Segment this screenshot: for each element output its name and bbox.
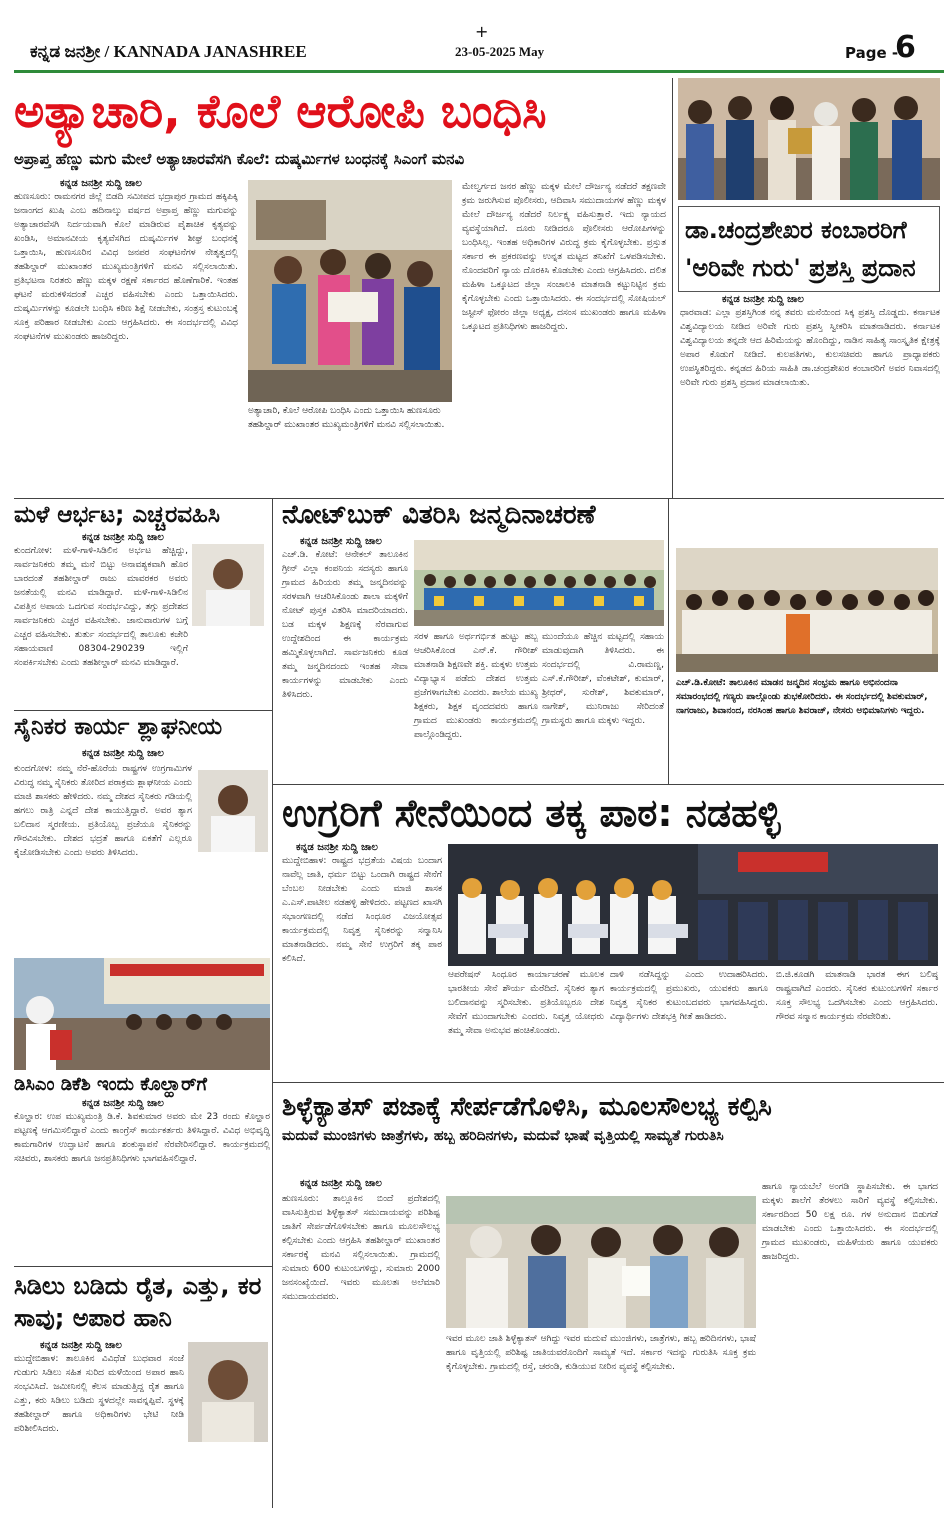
lightning-photo	[188, 1342, 268, 1442]
section-divider	[272, 784, 944, 785]
shilpa-body-col1: ಹುಣಸೂರು: ತಾಲ್ಲೂಕಿನ ಬಿಂದೆ ಪ್ರದೇಶದಲ್ಲಿ ವಾಸಿಸುತ್ತಿರುವ ಶಿಳ್ಳೆಕ್ಯಾತಸ್ ಸಮುದಾಯವನ್ನು ಪರಿಶಿಷ್ಟ ಜಾತಿಗೆ ಸೇರ್ಪಡೆಗೊಳಿಸಬೇಕು ಹಾಗೂ ಮೂಲಸೌಲಭ್ಯ ಕಲ್ಪಿಸಬೇಕು ಎಂದು ಆಗ್ರಹಿಸಿ ತಹಶೀಲ್ದಾರ್ ಮುಖಾಂತರ ಸರ್ಕಾರಕ್ಕೆ ಮನವಿ ಸಲ್ಲಿಸಲಾಯಿತು. ಗ್ರಾಮದಲ್ಲಿ ಸುಮಾರು 600 ಕುಟುಂಬಗಳಿದ್ದು, ಸುಮಾರು 2000 ಜನಸಂಖ್ಯೆಯಿದೆ. ಇವರು ಮೂಲತಃ ಅಲೆಮಾರಿ ಸಮುದಾಯದವರು.	[282, 1194, 440, 1302]
main-photo	[248, 180, 452, 402]
section-divider	[14, 1266, 272, 1267]
army-headline: ಉಗ್ರರಿಗೆ ಸೇನೆಯಿಂದ ತಕ್ಕ ಪಾಠ: ನಡಹಳ್ಳಿ	[282, 791, 781, 835]
notebook-body-col1: ಎಚ್.ಡಿ. ಕೋಟೆ: ಆನೇಕಲ್ ತಾಲೂಕಿನ ಗ್ರೀನ್ ವಿಲ್ಲಾ ಕಂಪನಿಯ ಸದಸ್ಯರು ಹಾಗೂ ಗ್ರಾಮದ ಹಿರಿಯರು ತಮ್ಮ ಜನ್ಮದಿನವನ್ನು ಸರಳವಾಗಿ ಆಚರಿಸಿಕೊಂಡು ಶಾಲಾ ಮಕ್ಕಳಿಗೆ ನೋಟ್ ಪುಸ್ತಕ ವಿತರಿಸಿ ಮಾದರಿಯಾದರು. ಬಡ ಮಕ್ಕಳ ಶಿಕ್ಷಣಕ್ಕೆ ನೆರವಾಗುವ ಉದ್ದೇಶದಿಂದ ಈ ಕಾರ್ಯಕ್ರಮ ಹಮ್ಮಿಕೊಳ್ಳಲಾಗಿದೆ. ಸಾರ್ವಜನಿಕರು ಕೂಡ ತಮ್ಮ ಜನ್ಮದಿನದಂದು ಇಂತಹ ಸೇವಾ ಕಾರ್ಯಗಳನ್ನು ಮಾಡಬೇಕು ಎಂದು ತಿಳಿಸಿದರು.	[282, 550, 408, 700]
soldier-headline: ಸೈನಿಕರ ಕಾರ್ಯ ಶ್ಲಾಘನೀಯ	[14, 714, 223, 740]
award-photo	[678, 78, 940, 200]
page-label: Page -	[845, 44, 899, 62]
celebration-photo	[676, 548, 938, 672]
soldier-byline: ಕನ್ನಡ ಜನಶ್ರೀ ಸುದ್ದಿ ಜಾಲ	[82, 748, 164, 759]
masthead-rule	[14, 70, 944, 73]
main-body-col1: ಹುಣಸೂರು: ರಾಮನಗರ ಜಿಲ್ಲೆ ಬಿಡದಿ ಸಮೀಪದ ಭದ್ರಾಪುರ ಗ್ರಾಮದ ಹಕ್ಕಿಪಿಕ್ಕಿ ಜನಾಂಗದ ಖುಷಿ ಎಂಬ ಹದಿನಾಲ್ಕು ವರ್ಷದ ಅಪ್ರಾಪ್ತ ಹೆಣ್ಣು ಮಗುವನ್ನು ಅತ್ಯಾಚಾರವೆಸಗಿ ನಿರ್ದಯವಾಗಿ ಕೊಲೆ ಮಾಡಿರುವ ಪೈಶಾಚಿಕ ಕೃತ್ಯವನ್ನು ಖಂಡಿಸಿ, ಅಮಾನವೀಯ ಕೃತ್ಯವೆಸಗಿದ ದುಷ್ಕರ್ಮಿಗಳ ಶೀಘ್ರ ಬಂಧನಕ್ಕೆ ಒತ್ತಾಯಿಸಿ, ಹುಣಸೂರಿನ ವಿವಿಧ ಜನಪರ ಸಂಘಟನೆಗಳ ನೇತೃತ್ವದಲ್ಲಿ ತಹಶಿಲ್ದಾರ್ ಮುಖಾಂತರ ಮುಖ್ಯಮಂತ್ರಿಗಳಿಗೆ ಮನವಿ ಸಲ್ಲಿಸಲಾಯಿತು. ಪ್ರತಿಭಟನಾ ನಿರತರು ಹೆಣ್ಣು ಮಕ್ಕಳ ರಕ್ಷಣೆ ಸರ್ಕಾರದ ಹೊಣೆಗಾರಿಕೆ. ಇಂತಹ ಘಟನೆ ಮರುಕಳಿಸದಂತೆ ಎಚ್ಚರ ವಹಿಸಬೇಕು ಎಂದು ಒತ್ತಾಯಿಸಿದರು. ದುಷ್ಕರ್ಮಿಗಳನ್ನು ಕೂಡಲೇ ಬಂಧಿಸಿ ಕಠಿಣ ಶಿಕ್ಷೆ ನೀಡಬೇಕು, ಸಂತ್ರಸ್ತ ಕುಟುಂಬಕ್ಕೆ ಸೂಕ್ತ ಪರಿಹಾರ ನೀಡಬೇಕು ಎಂದು ಆಗ್ರಹಿಸಿದರು. ಈ ಸಂದರ್ಭದಲ್ಲಿ ವಿವಿಧ ಸಂಘಟನೆಗಳ ಮುಖಂಡರು ಹಾಜರಿದ್ದರು.	[14, 192, 238, 342]
crosshair-icon: +	[475, 22, 489, 41]
award-byline: ಕನ್ನಡ ಜನಶ್ರೀ ಸುದ್ದಿ ಜಾಲ	[722, 294, 804, 305]
army-body-col4: ಬಿ.ಜಿ.ಕೂಡಗಿ ಮಾತನಾಡಿ ಭಾರತ ಈಗ ಬಲಿಷ್ಠ ರಾಷ್ಟ್ರವಾಗಿದೆ ಎಂದರು. ಸೈನಿಕರ ಕುಟುಂಬಗಳಿಗೆ ಸರ್ಕಾರ ಸೂಕ್ತ ಸೌಲಭ್ಯ ಒದಗಿಸಬೇಕು ಎಂದು ಆಗ್ರಹಿಸಿದರು. ಗೌರವ ಸನ್ಮಾನ ಕಾರ್ಯಕ್ರಮ ನೆರವೇರಿತು.	[776, 970, 938, 1022]
dkshi-headline: ಡಿಸಿಎಂ ಡಿಕೆಶಿ ಇಂದು ಕೊಲ್ಹಾರ್‌ಗೆ	[14, 1074, 207, 1095]
award-body: ಧಾರವಾಡ: ಎಲ್ಲಾ ಪ್ರಶಸ್ತಿಗಿಂತ ನನ್ನ ತವರು ಮನೆಯಿಂದ ಸಿಕ್ಕ ಪ್ರಶಸ್ತಿ ದೊಡ್ಡದು. ಕರ್ನಾಟಕ ವಿಶ್ವವಿದ್ಯಾಲಯ ನೀಡಿದ ಅರಿವೇ ಗುರು ಪ್ರಶಸ್ತಿ ಸ್ವೀಕರಿಸಿ ಮಾತನಾಡಿದರು. ಕರ್ನಾಟಕ ವಿಶ್ವವಿದ್ಯಾಲಯ ತನ್ನದೇ ಆದ ಹಿರಿಮೆಯನ್ನು ಹೊಂದಿದ್ದು, ನಾಡಿನ ಸಾಹಿತ್ಯ ಸಾಂಸ್ಕೃತಿಕ ಕ್ಷೇತ್ರಕ್ಕೆ ಅಪಾರ ಕೊಡುಗೆ ನೀಡಿದೆ. ಕುಲಪತಿಗಳು, ಕುಲಸಚಿವರು ಹಾಗೂ ಪ್ರಾಧ್ಯಾಪಕರು ಉಪಸ್ಥಿತರಿದ್ದರು. ಕನ್ನಡದ ಹಿರಿಯ ಸಾಹಿತಿ ಡಾ.ಚಂದ್ರಶೇಖರ ಕಂಬಾರರಿಗೆ ಅವರ ನಿವಾಸದಲ್ಲಿ ಅರಿವೇ ಗುರು ಪ್ರಶಸ್ತಿ ಪ್ರದಾನ ಮಾಡಲಾಯಿತು.	[680, 308, 940, 388]
dkshi-photo	[14, 958, 270, 1070]
soldier-photo	[198, 770, 268, 852]
soldier-body: ಕುಂದಗೋಳ: ನಮ್ಮ ನೆರೆ-ಹೊರೆಯ ರಾಷ್ಟ್ರಗಳ ಉಗ್ರಗಾಮಿಗಳ ವಿರುದ್ಧ ನಮ್ಮ ಸೈನಿಕರು ತೋರಿದ ಪರಾಕ್ರಮ ಶ್ಲಾಘನೀಯ ಎಂದು ಮಾಜಿ ಶಾಸಕರು ಹೇಳಿದರು. ನಮ್ಮ ದೇಶದ ಸೈನಿಕರು ಗಡಿಯಲ್ಲಿ ಹಗಲು ರಾತ್ರಿ ಎನ್ನದೆ ದೇಶ ಕಾಯುತ್ತಿದ್ದಾರೆ. ಅವರ ತ್ಯಾಗ ಬಲಿದಾನ ಸ್ಮರಣೀಯ. ಪ್ರತಿಯೊಬ್ಬ ಪ್ರಜೆಯೂ ಸೈನಿಕರನ್ನು ಗೌರವಿಸಬೇಕು. ದೇಶದ ಭದ್ರತೆ ಹಾಗೂ ಏಕತೆಗೆ ಎಲ್ಲರೂ ಕೈಜೋಡಿಸಬೇಕು ಎಂದು ಅವರು ತಿಳಿಸಿದರು.	[14, 764, 192, 858]
army-photo	[448, 844, 938, 966]
main-headline: ಅತ್ಯಾಚಾರಿ, ಕೊಲೆ ಆರೋಪಿ ಬಂಧಿಸಿ	[14, 84, 547, 138]
masthead	[0, 0, 945, 74]
shilpa-photo	[446, 1196, 756, 1328]
notebook-byline: ಕನ್ನಡ ಜನಶ್ರೀ ಸುದ್ದಿ ಜಾಲ	[300, 536, 382, 547]
notebook-body-col2: ಸರಳ ಹಾಗೂ ಅರ್ಥಗರ್ಭಿತ ಹುಟ್ಟು ಹಬ್ಬ ಆಚರಿಸಿಕೊಂಡ ಎನ್.ಕೆ. ಗೌರೀಶ್ ಮಾತನಾಡಿ ಶಿಕ್ಷಣವೇ ಶಕ್ತಿ. ಮಕ್ಕಳು ಉತ್ತಮ ವಿದ್ಯಾಭ್ಯಾಸ ಪಡೆದು ದೇಶದ ಉತ್ತಮ ಪ್ರಜೆಗಳಾಗಬೇಕು ಎಂದರು. ಶಾಲೆಯ ಮುಖ್ಯ ಶಿಕ್ಷಕರು, ಶಿಕ್ಷಕ ವೃಂದದವರು ಹಾಗೂ ಗ್ರಾಮದ ಮುಖಂಡರು ಕಾರ್ಯಕ್ರಮದಲ್ಲಿ ಪಾಲ್ಗೊಂಡಿದ್ದರು.	[414, 632, 538, 740]
dkshi-body: ಕೊಲ್ಹಾರ: ಉಪ ಮುಖ್ಯಮಂತ್ರಿ ಡಿ.ಕೆ. ಶಿವಕುಮಾರ ಅವರು ಮೇ 23 ರಂದು ಕೊಲ್ಹಾರ ಪಟ್ಟಣಕ್ಕೆ ಆಗಮಿಸಲಿದ್ದಾರೆ ಎಂದು ಕಾಂಗ್ರೆಸ್ ಕಾರ್ಯಕರ್ತರು ತಿಳಿಸಿದ್ದಾರೆ. ವಿವಿಧ ಅಭಿವೃದ್ಧಿ ಕಾಮಗಾರಿಗಳ ಉದ್ಘಾಟನೆ ಹಾಗೂ ಶಂಕುಸ್ಥಾಪನೆ ನೆರವೇರಿಸಲಿದ್ದಾರೆ. ಕಾರ್ಯಕ್ರಮದಲ್ಲಿ ಸಚಿವರು, ಶಾಸಕರು ಹಾಗೂ ಜನಪ್ರತಿನಿಧಿಗಳು ಭಾಗವಹಿಸಲಿದ್ದಾರೆ.	[14, 1112, 270, 1164]
notebook-photo	[414, 540, 664, 626]
lightning-headline: ಸಿಡಿಲು ಬಡಿದು ರೈತ, ಎತ್ತು, ಕರ ಸಾವು; ಅಪಾರ ಹಾನಿ	[14, 1272, 262, 1332]
shilpa-byline: ಕನ್ನಡ ಜನಶ್ರೀ ಸುದ್ದಿ ಜಾಲ	[300, 1178, 382, 1189]
award-headline-box	[678, 206, 940, 292]
shilpa-subhead: ಮದುವೆ ಮುಂಜಿಗಳು ಜಾತ್ರೆಗಳು, ಹಬ್ಬ ಹರಿದಿನಗಳು, ಮದುವೆ ಭಾಷೆ ವೃತ್ತಿಯಲ್ಲಿ ಸಾಮ್ಯತೆ ಗುರುತಿಸಿ	[282, 1128, 724, 1144]
dkshi-byline: ಕನ್ನಡ ಜನಶ್ರೀ ಸುದ್ದಿ ಜಾಲ	[82, 1098, 164, 1109]
main-subhead: ಅಪ್ರಾಪ್ತ ಹೆಣ್ಣು ಮಗು ಮೇಲೆ ಅತ್ಯಾಚಾರವೆಸಗಿ ಕೊಲೆ: ದುಷ್ಕರ್ಮಿಗಳ ಬಂಧನಕ್ಕೆ ಸಿಎಂಗೆ ಮನವಿ	[14, 150, 465, 168]
lightning-body: ಮುದ್ದೇಬಿಹಾಳ: ತಾಲೂಕಿನ ವಿವಿಧೆಡೆ ಬುಧವಾರ ಸಂಜೆ ಗುಡುಗು ಸಿಡಿಲು ಸಹಿತ ಸುರಿದ ಮಳೆಯಿಂದ ಅಪಾರ ಹಾನಿ ಸಂಭವಿಸಿದೆ. ಜಮೀನಿನಲ್ಲಿ ಕೆಲಸ ಮಾಡುತ್ತಿದ್ದ ರೈತ ಹಾಗೂ ಎತ್ತು, ಕರು ಸಿಡಿಲು ಬಡಿದು ಸ್ಥಳದಲ್ಲೇ ಸಾವನ್ನಪ್ಪಿವೆ. ಸ್ಥಳಕ್ಕೆ ತಹಶೀಲ್ದಾರ್ ಹಾಗೂ ಅಧಿಕಾರಿಗಳು ಭೇಟಿ ನೀಡಿ ಪರಿಶೀಲಿಸಿದರು.	[14, 1354, 184, 1434]
rain-headline: ಮಳೆ ಆರ್ಭಟ; ಎಚ್ಚರವಹಿಸಿ	[14, 502, 221, 528]
column-divider	[272, 498, 273, 1508]
column-divider	[668, 498, 669, 784]
newspaper-name: ಕನ್ನಡ ಜನಶ್ರೀ / KANNADA JANASHREE	[30, 42, 307, 61]
rain-photo	[192, 544, 264, 626]
section-divider	[14, 498, 944, 499]
notebook-body-col3: ಮುಂದೆಯೂ ಹೆಚ್ಚಿನ ಮಟ್ಟದಲ್ಲಿ ಸಹಾಯ ಮಾಡುವುದಾಗಿ ತಿಳಿಸಿದರು. ಈ ಸಂದರ್ಭದಲ್ಲಿ ವಿ.ರಾಮಣ್ಣ, ಎಸ್.ಕೆ.ಗೌರೀಶ್, ವೆಂಕಟೇಶ್, ಕುಮಾರ್, ಶ್ರೀಧರ್, ಸುರೇಶ್, ಶಿವಕುಮಾರ್, ನಾಗೇಶ್, ಮುನಿರಾಜು ಸೇರಿದಂತೆ ಗ್ರಾಮಸ್ಥರು ಹಾಗೂ ಮಕ್ಕಳು ಇದ್ದರು.	[542, 632, 664, 726]
lightning-byline: ಕನ್ನಡ ಜನಶ್ರೀ ಸುದ್ದಿ ಜಾಲ	[40, 1340, 122, 1351]
page-number: 6	[895, 30, 916, 65]
column-divider	[672, 78, 673, 498]
notebook-headline: ನೋಟ್‌ಬುಕ್ ವಿತರಿಸಿ ಜನ್ಮದಿನಾಚರಣೆ	[282, 500, 596, 530]
award-headline: ಡಾ.ಚಂದ್ರಶೇಖರ ಕಂಬಾರರಿಗೆ 'ಅರಿವೇ ಗುರು' ಪ್ರಶಸ್ತಿ ಪ್ರದಾನ	[685, 216, 916, 282]
main-byline: ಕನ್ನಡ ಜನಶ್ರೀ ಸುದ್ದಿ ಜಾಲ	[60, 178, 142, 189]
army-body-col3: ದಾಳಿ ನಡೆಸಿದ್ದನ್ನು ಎಂದು ಉದಾಹರಿಸಿದರು. ಕಾರ್ಯಕ್ರಮದಲ್ಲಿ ಪ್ರಮುಖರು, ಯುವಕರು ಹಾಗೂ ನಿವೃತ್ತ ಸೈನಿಕರ ಕುಟುಂಬದವರು ಭಾಗವಹಿಸಿದ್ದರು. ವಿದ್ಯಾರ್ಥಿಗಳು ದೇಶಭಕ್ತಿ ಗೀತೆ ಹಾಡಿದರು.	[610, 970, 768, 1022]
shilpa-body-col2: ಇವರ ಮೂಲ ಜಾತಿ ಶಿಳ್ಳೆಕ್ಯಾತಸ್ ಆಗಿದ್ದು ಇವರ ಮದುವೆ ಮುಂಜಿಗಳು, ಜಾತ್ರೆಗಳು, ಹಬ್ಬ ಹರಿದಿನಗಳು, ಭಾಷೆ ಹಾಗೂ ವೃತ್ತಿಯಲ್ಲಿ ಪರಿಶಿಷ್ಟ ಜಾತಿಯವರೊಂದಿಗೆ ಸಾಮ್ಯತೆ ಇದೆ. ಸರ್ಕಾರ ಇದನ್ನು ಗುರುತಿಸಿ ಸೂಕ್ತ ಕ್ರಮ ಕೈಗೊಳ್ಳಬೇಕು. ಗ್ರಾಮದಲ್ಲಿ ರಸ್ತೆ, ಚರಂಡಿ, ಕುಡಿಯುವ ನೀರಿನ ವ್ಯವಸ್ಥೆ ಕಲ್ಪಿಸಬೇಕು.	[446, 1334, 756, 1372]
issue-date: 23-05-2025 May	[455, 44, 545, 59]
shilpa-headline: ಶಿಳ್ಳೆಕ್ಯಾತಸ್ ಪಜಾಕ್ಕೆ ಸೇರ್ಪಡೆಗೊಳಿಸಿ, ಮೂಲಸೌಲಭ್ಯ ಕಲ್ಪಿಸಿ	[282, 1092, 772, 1122]
main-body-col3: ಮೇಲ್ವರ್ಗದ ಜನರ ಹೆಣ್ಣು ಮಕ್ಕಳ ಮೇಲೆ ದೌರ್ಜನ್ಯ ನಡೆದರೆ ತಕ್ಷಣವೇ ಕ್ರಮ ಜರುಗಿಸುವ ಪೊಲೀಸರು, ಆದಿವಾಸಿ ಸಮುದಾಯಗಳ ಹೆಣ್ಣು ಮಕ್ಕಳ ಮೇಲೆ ದೌರ್ಜನ್ಯ ನಡೆದರೆ ನಿರ್ಲಕ್ಷ್ಯ ವಹಿಸುತ್ತಾರೆ. ಇದು ನ್ಯಾಯದ ವ್ಯವಸ್ಥೆಯಾಗಿದೆ. ದೂರು ನೀಡಿದರೂ ಪೊಲೀಸರು ಆರೋಪಿಗಳನ್ನು ಬಂಧಿಸಿಲ್ಲ. ಇಂತಹ ಅಧಿಕಾರಿಗಳ ವಿರುದ್ಧ ಕ್ರಮ ಕೈಗೊಳ್ಳಬೇಕು. ಪ್ರಸ್ತುತ ಸರ್ಕಾರ ಈ ಪ್ರಕರಣವನ್ನು ಉನ್ನತ ಮಟ್ಟದ ತನಿಖೆಗೆ ಒಳಪಡಿಸಬೇಕು. ನೊಂದವರಿಗೆ ನ್ಯಾಯ ದೊರಕಿಸಿ ಕೊಡಬೇಕು ಎಂದು ಆಗ್ರಹಿಸಿದರು. ದಲಿತ ಮಹಿಳಾ ಒಕ್ಕೂಟದ ಜಿಲ್ಲಾ ಸಂಚಾಲಕಿ ಮಾತನಾಡಿ ಕಟ್ಟುನಿಟ್ಟಿನ ಕ್ರಮ ಕೈಗೊಳ್ಳಬೇಕು ಎಂದು ಒತ್ತಾಯಿಸಿದರು. ಈ ಸಂದರ್ಭದಲ್ಲಿ ಸೋಷಿಯಲ್ ಜಸ್ಟೀಸ್ ಫೋರಂ ಜಿಲ್ಲಾ ಅಧ್ಯಕ್ಷ, ದಸಂಸ ಮುಖಂಡರು ಹಾಗೂ ಮಹಿಳಾ ಒಕ್ಕೂಟದ ಪ್ರತಿನಿಧಿಗಳು ಹಾಜರಿದ್ದರು.	[462, 182, 666, 332]
section-divider	[14, 710, 272, 711]
army-body-col1: ಮುದ್ದೇಬಿಹಾಳ: ರಾಷ್ಟ್ರದ ಭದ್ರತೆಯ ವಿಷಯ ಬಂದಾಗ ನಾವೆಲ್ಲ ಜಾತಿ, ಧರ್ಮ ಬಿಟ್ಟು ಒಂದಾಗಿ ರಾಷ್ಟ್ರದ ಸೇನೆಗೆ ಬೆಂಬಲ ನೀಡಬೇಕು ಎಂದು ಮಾಜಿ ಶಾಸಕ ಎ.ಎಸ್.ಪಾಟೀಲ ನಡಹಳ್ಳಿ ಹೇಳಿದರು. ಪಟ್ಟಣದ ಖಾಸಗಿ ಸಭಾಂಗಣದಲ್ಲಿ ನಡೆದ ಸಿಂಧೂರ ವಿಜಯೋತ್ಸವ ಕಾರ್ಯಕ್ರಮದಲ್ಲಿ ನಿವೃತ್ತ ಸೈನಿಕರನ್ನು ಸನ್ಮಾನಿಸಿ ಮಾತನಾಡಿದರು. ನಮ್ಮ ಸೇನೆ ಉಗ್ರರಿಗೆ ತಕ್ಕ ಪಾಠ ಕಲಿಸಿದೆ.	[282, 856, 442, 964]
section-divider	[272, 1082, 944, 1083]
rain-byline: ಕನ್ನಡ ಜನಶ್ರೀ ಸುದ್ದಿ ಜಾಲ	[82, 532, 164, 543]
shilpa-body-col3: ಹಾಗೂ ನ್ಯಾಯಬೆಲೆ ಅಂಗಡಿ ಸ್ಥಾಪಿಸಬೇಕು. ಈ ಭಾಗದ ಮಕ್ಕಳು ಶಾಲೆಗೆ ತೆರಳಲು ಸಾರಿಗೆ ವ್ಯವಸ್ಥೆ ಕಲ್ಪಿಸಬೇಕು. ಸರ್ಕಾರದಿಂದ 50 ಲಕ್ಷ ರೂ. ಗಳ ಅನುದಾನ ಬಿಡುಗಡೆ ಮಾಡಬೇಕು ಎಂದು ಒತ್ತಾಯಿಸಿದರು. ಈ ಸಂದರ್ಭದಲ್ಲಿ ಗ್ರಾಮದ ಮುಖಂಡರು, ಮಹಿಳೆಯರು ಹಾಗೂ ಯುವಕರು ಹಾಜರಿದ್ದರು.	[762, 1182, 938, 1262]
army-body-col2: ಆಪರೇಷನ್ ಸಿಂಧೂರ ಕಾರ್ಯಾಚರಣೆ ಮೂಲಕ ಭಾರತೀಯ ಸೇನೆ ಶೌರ್ಯ ಮೆರೆದಿದೆ. ಸೈನಿಕರ ತ್ಯಾಗ ಬಲಿದಾನವನ್ನು ಸ್ಮರಿಸಬೇಕು. ಪ್ರತಿಯೊಬ್ಬರೂ ದೇಶ ಸೇವೆಗೆ ಮುಂದಾಗಬೇಕು ಎಂದರು. ನಿವೃತ್ತ ಯೋಧರು ತಮ್ಮ ಸೇವಾ ಅನುಭವ ಹಂಚಿಕೊಂಡರು.	[448, 970, 604, 1036]
army-byline: ಕನ್ನಡ ಜನಶ್ರೀ ಸುದ್ದಿ ಜಾಲ	[296, 842, 378, 853]
rain-body-top: ಕುಂದಗೋಳ: ಮಳೆ-ಗಾಳಿ-ಸಿಡಿಲಿನ ಅರ್ಭಟ ಹೆಚ್ಚಿದ್ದು, ಸಾರ್ವಜನಿಕರು ತಮ್ಮ ಮನೆ ಬಿಟ್ಟು ಅನಾವಶ್ಯಕವಾಗಿ ಹೊರ ಬಾರದಂತೆ ತಹಶೀಲ್ದಾರ್ ರಾಜು ಮಾವರಕರ ಅವರು ಜನತೆಯಲ್ಲಿ ಮನವಿ ಮಾಡಿದ್ದಾರೆ. ಮಳೆ-ಗಾಳಿ-ಸಿಡಿಲಿನ ವಿಪತ್ತಿನ ಅಪಾಯ ಒದಗುವ ಸಂದರ್ಭವಿದ್ದು, ತಗ್ಗು ಪ್ರದೇಶದ ಸಾರ್ವಜನಿಕರು ಎಚ್ಚರ ವಹಿಸಬೇಕು. ಜಾನುವಾರುಗಳ ಬಗ್ಗೆ ಎಚ್ಚರ ವಹಿಸಬೇಕು. ತುರ್ತು ಸಂದರ್ಭದಲ್ಲಿ ತಾಲೂಕು ಕಚೇರಿ ಸಹಾಯವಾಣಿ 08304-290239 ಇಲ್ಲಿಗೆ ಸಂಪರ್ಕಿಸಬೇಕು ಎಂದು ತಹಶೀಲ್ದಾರ್ ಮನವಿ ಮಾಡಿದ್ದಾರೆ.	[14, 546, 188, 668]
celebration-caption: ಎಚ್.ಡಿ.ಕೋಟೆ: ತಾಲೂಕಿನ ಮಾಡನ ಜನ್ಮದಿನ ಸಂಭ್ರಮ ಹಾಗೂ ಅಭಿನಂದನಾ ಸಮಾರಂಭದಲ್ಲಿ ಗಣ್ಯರು ಪಾಲ್ಗೊಂಡು ಶುಭಕೋರಿದರು. ಈ ಸಂದರ್ಭದಲ್ಲಿ ಶಿವಕುಮಾರ್, ನಾಗರಾಜು, ಶಿವಾನಂದ, ನರಸಿಂಹ ಹಾಗೂ ಶಿವರಾಜ್, ನೇಸರು ಅಭಿಮಾನಿಗಳು ಇದ್ದರು.	[676, 678, 928, 716]
main-photo-caption: ಅತ್ಯಾಚಾರಿ, ಕೊಲೆ ಆರೋಪಿ ಬಂಧಿಸಿ ಎಂದು ಒತ್ತಾಯಿಸಿ ಹುಣಸೂರು ತಹಶಿಲ್ದಾರ್ ಮುಖಾಂತರ ಮುಖ್ಯಮಂತ್ರಿಗಳಿಗೆ ಮನವಿ ಸಲ್ಲಿಸಲಾಯಿತು.	[248, 406, 445, 430]
